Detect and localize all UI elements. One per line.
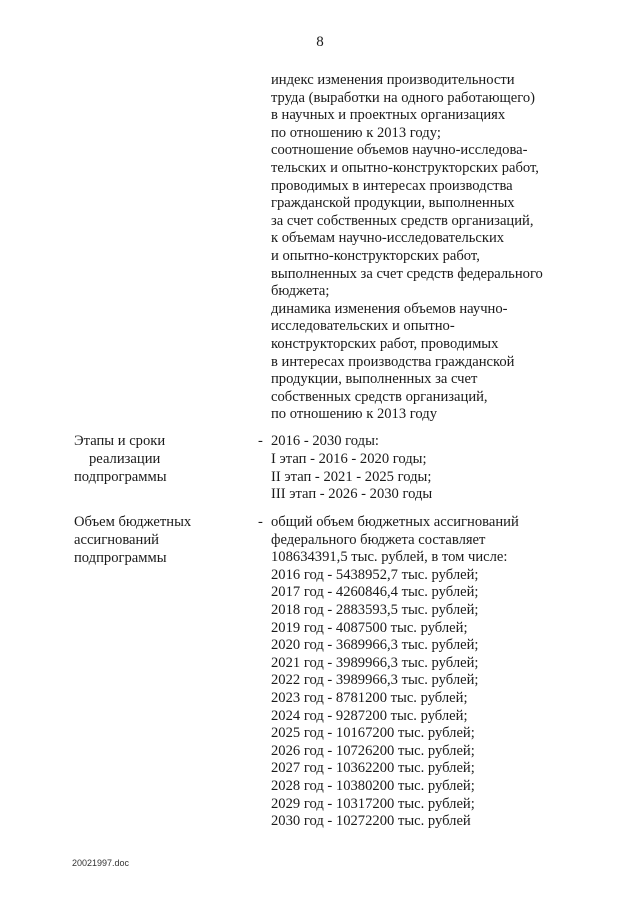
budget-label-line: ассигнований bbox=[74, 531, 159, 548]
indicator-line: гражданской продукции, выполненных bbox=[271, 195, 515, 212]
stage-line: 2016 - 2030 годы: bbox=[271, 433, 379, 449]
budget-line: 2022 год - 3989966,3 тыс. рублей; bbox=[271, 672, 479, 689]
indicator-line: в интересах производства гражданской bbox=[271, 353, 515, 370]
stages-label bbox=[74, 433, 167, 486]
budget-line: 2021 год - 3989966,3 тыс. рублей; bbox=[271, 654, 479, 671]
budget-line: 2016 год - 5438952,7 тыс. рублей; bbox=[271, 566, 479, 583]
indicator-line: труда (выработки на одного работающего) bbox=[271, 89, 536, 106]
budget-line: 2027 год - 10362200 тыс. рублей; bbox=[271, 760, 475, 777]
budget-line: 2030 год - 10272200 тыс. рублей bbox=[271, 813, 471, 830]
stages-label-line: Этапы и сроки bbox=[74, 433, 166, 449]
stages-dash: - bbox=[258, 433, 263, 449]
indicator-line: к объемам научно-исследовательских bbox=[271, 230, 505, 247]
budget-line: федерального бюджета составляет bbox=[271, 531, 486, 548]
page-number: 8 bbox=[316, 34, 324, 50]
indicator-line: бюджета; bbox=[271, 283, 330, 300]
indicator-line: за счет собственных средств организаций, bbox=[271, 212, 534, 229]
indicator-line: и опытно-конструкторских работ, bbox=[271, 247, 480, 264]
budget-line: 2025 год - 10167200 тыс. рублей; bbox=[271, 725, 475, 742]
budget-dash: - bbox=[258, 514, 263, 530]
budget-label bbox=[74, 514, 191, 567]
stage-line: I этап - 2016 - 2020 годы; bbox=[271, 450, 427, 467]
indicator-line: динамика изменения объемов научно- bbox=[271, 300, 508, 317]
indicator-line: продукции, выполненных за счет bbox=[271, 371, 478, 388]
budget-line: 2024 год - 9287200 тыс. рублей; bbox=[271, 707, 468, 724]
stages-list bbox=[271, 433, 432, 504]
budget-line: 2028 год - 10380200 тыс. рублей; bbox=[271, 777, 475, 794]
stage-line: II этап - 2021 - 2025 годы; bbox=[271, 468, 432, 485]
stages-label-line: реализации bbox=[89, 450, 161, 467]
indicator-line: проводимых в интересах производства bbox=[271, 177, 513, 194]
budget-line: 2018 год - 2883593,5 тыс. рублей; bbox=[271, 601, 479, 618]
budget-line: 2017 год - 4260846,4 тыс. рублей; bbox=[271, 584, 479, 601]
indicators-list bbox=[271, 72, 543, 424]
budget-line: 2020 год - 3689966,3 тыс. рублей; bbox=[271, 637, 479, 654]
indicator-line: тельских и опытно-конструкторских работ, bbox=[271, 159, 539, 176]
budget-line: 2019 год - 4087500 тыс. рублей; bbox=[271, 619, 468, 636]
indicator-line: по отношению к 2013 году; bbox=[271, 124, 441, 141]
budget-line: 2026 год - 10726200 тыс. рублей; bbox=[271, 742, 475, 759]
indicator-line: в научных и проектных организациях bbox=[271, 107, 506, 124]
indicator-line: собственных средств организаций, bbox=[271, 388, 488, 405]
budget-line: 108634391,5 тыс. рублей, в том числе: bbox=[271, 549, 508, 566]
indicator-line: индекс изменения производительности bbox=[271, 72, 515, 88]
budget-list bbox=[271, 514, 519, 831]
indicator-line: выполненных за счет средств федерального bbox=[271, 265, 543, 282]
budget-line: общий объем бюджетных ассигнований bbox=[271, 514, 519, 530]
stages-label-line: подпрограммы bbox=[74, 468, 167, 485]
indicator-line: конструкторских работ, проводимых bbox=[271, 335, 499, 352]
indicator-line: соотношение объемов научно-исследова- bbox=[271, 142, 528, 159]
budget-label-line: подпрограммы bbox=[74, 549, 167, 566]
indicator-line: по отношению к 2013 году bbox=[271, 406, 438, 423]
budget-label-line: Объем бюджетных bbox=[74, 514, 192, 530]
footer-filename: 20021997.doc bbox=[72, 858, 130, 868]
stage-line: III этап - 2026 - 2030 годы bbox=[271, 486, 433, 503]
indicator-line: исследовательских и опытно- bbox=[271, 318, 455, 335]
budget-line: 2023 год - 8781200 тыс. рублей; bbox=[271, 689, 468, 706]
budget-line: 2029 год - 10317200 тыс. рублей; bbox=[271, 795, 475, 812]
